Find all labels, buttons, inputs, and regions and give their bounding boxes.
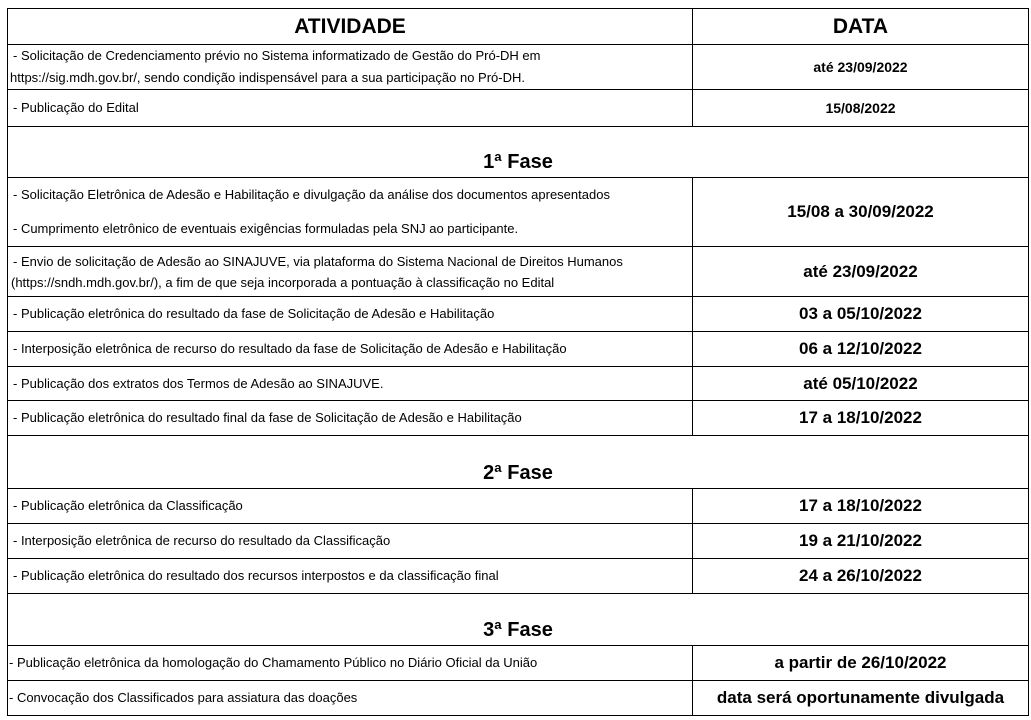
phase-1-title: 1ª Fase — [8, 127, 1029, 178]
activity-cell: - Publicação eletrônica da homologação do Chamamento Público no Diário Oficial da União — [8, 646, 693, 681]
activity-line: https://sig.mdh.gov.br/, sendo condição indispensável para a sua participação no Pró-DH. — [10, 70, 525, 85]
activity-line: - Cumprimento eletrônico de eventuais exigências formuladas pela SNJ ao participante. — [13, 221, 519, 236]
phase-heading-row — [8, 594, 1029, 646]
activity-cell: - Publicação eletrônica do resultado final da fase de Solicitação de Adesão e Habilitação — [8, 401, 693, 436]
table-row — [8, 401, 1029, 436]
activity-cell: - Convocação dos Classificados para assiatura das doações — [8, 681, 693, 716]
date-cell: 15/08/2022 — [693, 90, 1029, 127]
activity-cell: - Publicação do Edital — [8, 90, 693, 127]
date-column-header: DATA — [693, 9, 1029, 45]
table-row — [8, 681, 1029, 716]
table-row — [8, 367, 1029, 401]
date-cell: até 23/09/2022 — [693, 247, 1029, 297]
date-cell: 03 a 05/10/2022 — [693, 297, 1029, 332]
date-cell: 24 a 26/10/2022 — [693, 559, 1029, 594]
table-row — [8, 332, 1029, 367]
date-cell: 15/08 a 30/09/2022 — [693, 178, 1029, 247]
table-row — [8, 559, 1029, 594]
activity-cell: - Publicação eletrônica do resultado dos recursos interpostos e da classificação final — [8, 559, 693, 594]
activity-cell — [8, 178, 693, 247]
date-cell: até 23/09/2022 — [693, 45, 1029, 90]
activity-column-header: ATIVIDADE — [8, 9, 693, 45]
date-cell: 17 a 18/10/2022 — [693, 401, 1029, 436]
table-row — [8, 524, 1029, 559]
date-cell: 19 a 21/10/2022 — [693, 524, 1029, 559]
table-row — [8, 247, 1029, 297]
schedule-table — [7, 8, 1029, 716]
activity-cell — [8, 45, 693, 90]
table-row — [8, 646, 1029, 681]
table-header-row — [8, 9, 1029, 45]
activity-line: - Envio de solicitação de Adesão ao SINAJUVE, via plataforma do Sistema Nacional de Direitos Humanos — [13, 253, 623, 269]
activity-cell: - Interposição eletrônica de recurso do resultado da fase de Solicitação de Adesão e Habilitação — [8, 332, 693, 367]
date-cell: a partir de 26/10/2022 — [693, 646, 1029, 681]
date-cell: data será oportunamente divulgada — [693, 681, 1029, 716]
activity-cell: - Interposição eletrônica de recurso do resultado da Classificação — [8, 524, 693, 559]
table-row — [8, 297, 1029, 332]
phase-heading-row — [8, 436, 1029, 489]
activity-cell: - Publicação eletrônica da Classificação — [8, 489, 693, 524]
date-cell: 06 a 12/10/2022 — [693, 332, 1029, 367]
phase-3-title: 3ª Fase — [8, 594, 1029, 646]
activity-line: - Solicitação de Credenciamento prévio no Sistema informatizado de Gestão do Pró-DH em — [13, 48, 541, 63]
table-row — [8, 90, 1029, 127]
phase-2-title: 2ª Fase — [8, 436, 1029, 489]
table-row — [8, 489, 1029, 524]
activity-line: (https://sndh.mdh.gov.br/), a fim de que seja incorporada a pontuação à classificação no Edital — [11, 274, 555, 290]
activity-cell: - Publicação dos extratos dos Termos de Adesão ao SINAJUVE. — [8, 367, 693, 401]
date-cell: até 05/10/2022 — [693, 367, 1029, 401]
activity-cell — [8, 247, 693, 297]
date-cell: 17 a 18/10/2022 — [693, 489, 1029, 524]
activity-line: - Solicitação Eletrônica de Adesão e Habilitação e divulgação da análise dos documentos apresentados — [13, 187, 610, 202]
table-row — [8, 178, 1029, 247]
activity-cell: - Publicação eletrônica do resultado da fase de Solicitação de Adesão e Habilitação — [8, 297, 693, 332]
table-row — [8, 45, 1029, 90]
phase-heading-row — [8, 127, 1029, 178]
